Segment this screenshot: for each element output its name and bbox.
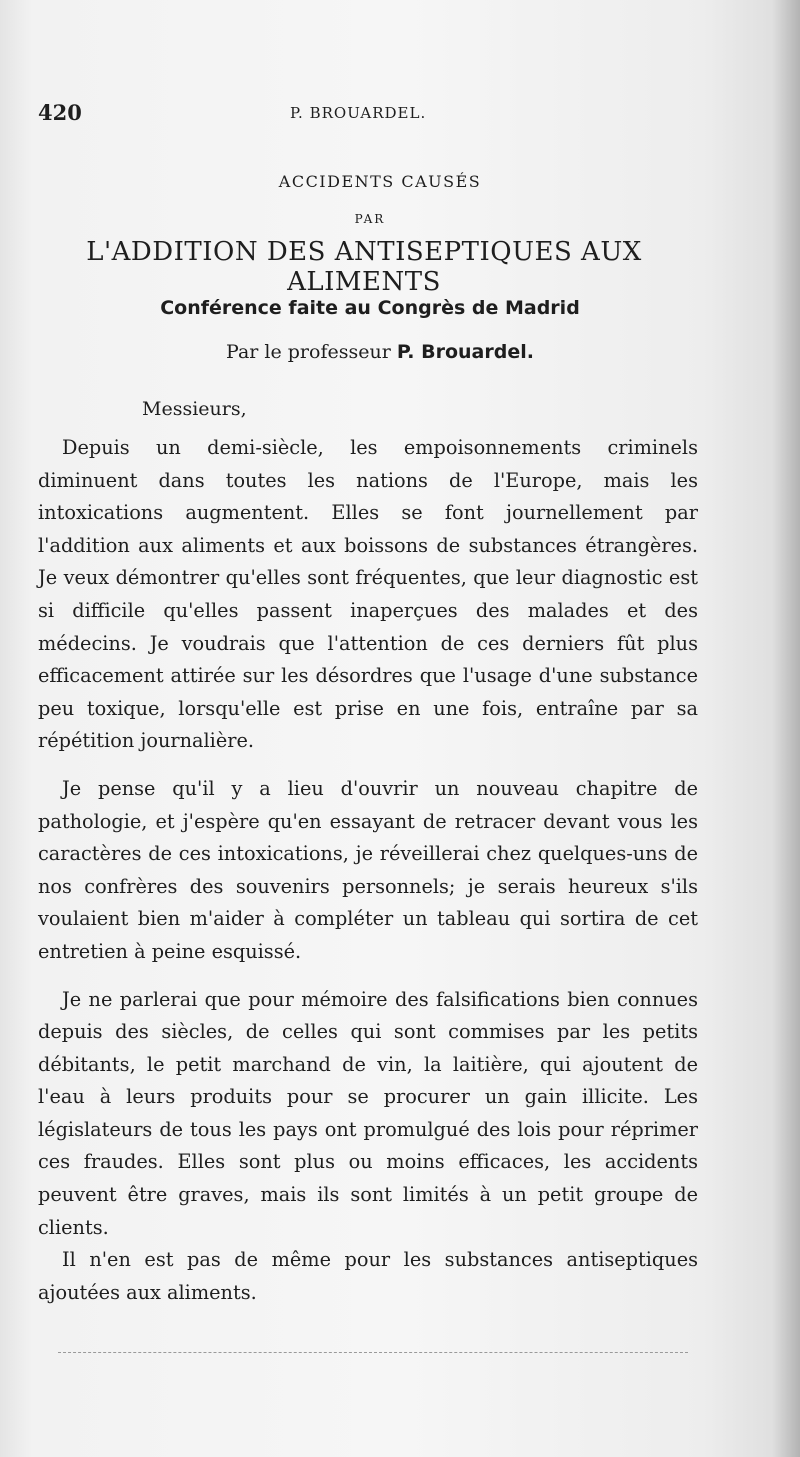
body-text xyxy=(38,432,698,1309)
running-head: P. BROUARDEL. xyxy=(290,104,427,122)
article-title: L'ADDITION DES ANTISEPTIQUES AUX ALIMENTS xyxy=(86,237,642,297)
author-prefix: Par le professeur xyxy=(226,341,397,363)
footnote-rule xyxy=(58,1352,688,1353)
paragraph-3: Je ne parlerai que pour mémoire des falsifications bien connues depuis des siècles, de celles qui sont commises par les petits débitants, le petit marchand de vin, la laitière, qui ajoutent de l'eau à leurs produits pour se procurer un gain illicite. Les législateurs de tous les pays ont promulgué des lois pour réprimer ces fraudes. Elles sont plus ou moins efficaces, les accidents peuvent être graves, mais ils sont limités à un petit groupe de clients. xyxy=(38,987,698,1239)
author-line xyxy=(120,341,640,363)
paragraph-1: Depuis un demi-siècle, les empoisonnements criminels diminuent dans toutes les nations de l'Europe, mais les intoxications augmentent. Elles se font journellement par l'addition aux aliments et aux boissons de substances étrangères. Je veux démontrer qu'elles sont fréquentes, que leur diagnostic est si difficile qu'elles passent inaperçues des malades et des médecins. Je voudrais que l'attention de ces derniers fût plus efficacement attirée sur les désordres que l'usage d'une substance peu toxique, lorsqu'elle est prise en une fois, entraîne par sa répétition journalière. xyxy=(38,436,698,753)
page-header xyxy=(0,100,800,130)
salutation: Messieurs, xyxy=(142,398,247,420)
paragraph-2: Je pense qu'il y a lieu d'ouvrir un nouveau chapitre de pathologie, et j'espère qu'en essayant de retracer devant vous les caractères de ces intoxications, je réveillerai chez quelques-uns de nos confrères des souvenirs personnels; je serais heureux s'ils voulaient bien m'aider à compléter un tableau qui sortira de cet entretien à peine esquissé. xyxy=(38,776,698,963)
title-line-2: PAR xyxy=(354,212,386,226)
author-name: P. Brouardel. xyxy=(396,341,534,363)
article-subtitle: Conférence faite au Congrès de Madrid xyxy=(160,297,580,319)
paragraph-4: Il n'en est pas de même pour les substances antiseptiques ajoutées aux aliments. xyxy=(38,1248,698,1304)
page-number: 420 xyxy=(38,100,82,125)
page-edge-shadow xyxy=(772,0,800,1457)
title-line-1: ACCIDENTS CAUSÉS xyxy=(278,172,482,191)
